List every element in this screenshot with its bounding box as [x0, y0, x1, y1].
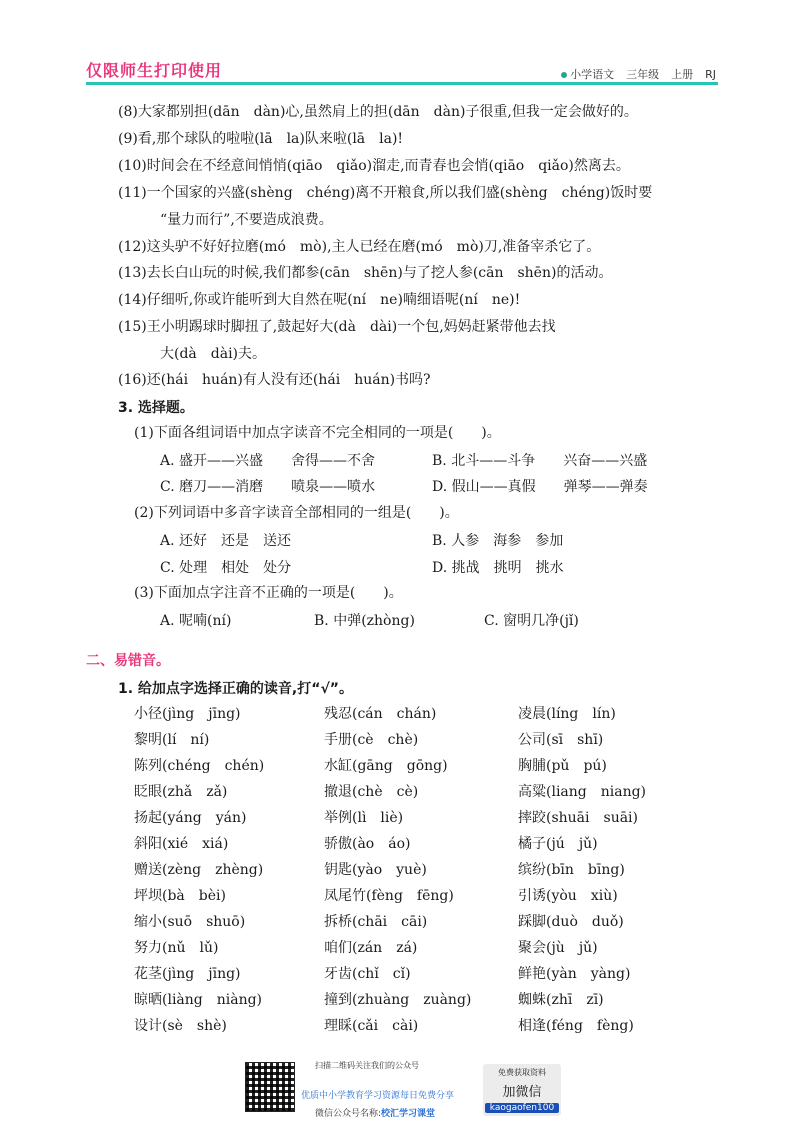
pinyin-item: 蜘蛛(zhī zī) [518, 992, 604, 1008]
badge-top: 免费获取资料 [498, 1068, 546, 1077]
pinyin-item: 踩脚(duò duǒ) [518, 914, 624, 930]
pinyin-item: 缩小(suō shuō) [134, 914, 246, 930]
q3-title: 3. 选择题。 [118, 400, 194, 416]
header-grade: 三年级 [626, 68, 660, 81]
pinyin-item: 撞到(zhuàng zuàng) [324, 992, 472, 1008]
footer [245, 1060, 565, 1118]
line-10: (10)时间会在不经意间悄悄(qiāo qiǎo)溜走,而青春也会悄(qiāo qiǎo)然离去。 [118, 158, 630, 174]
pinyin-item: 斜阳(xié xiá) [134, 836, 229, 852]
pinyin-item: 晾晒(liàng niàng) [134, 992, 263, 1008]
line-9: (9)看,那个球队的啦啦(lā la)队来啦(lā la)! [118, 131, 404, 147]
pinyin-item: 摔跤(shuāi suāi) [518, 810, 638, 826]
q3-s2-opt-b: B. 人参 海参 参加 [432, 533, 564, 549]
pinyin-item: 小径(jìng jīng) [134, 706, 241, 722]
section2-q1: 1. 给加点字选择正确的读音,打“√”。 [118, 681, 353, 697]
pinyin-item: 鲜艳(yàn yàng) [518, 966, 631, 982]
pinyin-item: 凤尾竹(fèng fēng) [324, 888, 454, 904]
line-13: (13)去长白山玩的时候,我们都参(cān shēn)与了挖人参(cān shēn)的活动。 [118, 265, 613, 281]
line-16: (16)还(hái huán)有人没有还(hái huán)书吗? [118, 372, 431, 388]
badge-id: kaogaofen100 [485, 1103, 559, 1113]
q3-s1-opt-a: A. 盛开——兴盛 舍得——不舍 [160, 453, 376, 469]
pinyin-item: 钥匙(yào yuè) [324, 862, 427, 878]
badge-mid: 加微信 [502, 1085, 542, 1100]
pinyin-item: 眨眼(zhǎ zǎ) [134, 784, 228, 800]
q3-s1-opt-d: D. 假山——真假 弹琴——弹奏 [432, 479, 648, 495]
header-left-title: 仅限师生打印使用 [86, 61, 223, 80]
dot-icon [561, 72, 567, 78]
pinyin-item: 橘子(jú jǔ) [518, 836, 598, 852]
pinyin-item: 牙齿(chǐ cǐ) [324, 966, 411, 982]
pinyin-item: 骄傲(ào áo) [324, 836, 411, 852]
header-info [561, 66, 716, 82]
line-8: (8)大家都别担(dān dàn)心,虽然肩上的担(dān dàn)子很重,但我一定会做好的。 [118, 104, 638, 120]
q3-s2-opt-c: C. 处理 相处 处分 [160, 560, 292, 576]
pinyin-item: 凌晨(líng lín) [518, 706, 616, 722]
pinyin-item: 引诱(yòu xiù) [518, 888, 618, 904]
pinyin-item: 扬起(yáng yán) [134, 810, 247, 826]
pinyin-item: 高粱(liang niang) [518, 784, 647, 800]
pinyin-item: 残忍(cán chán) [324, 706, 437, 722]
pinyin-item: 努力(nǔ lǔ) [134, 940, 219, 956]
pinyin-item: 胸脯(pǔ pú) [518, 758, 607, 774]
q3-s1-opt-c: C. 磨刀——消磨 喷泉——喷水 [160, 479, 376, 495]
section2-title: 二、易错音。 [86, 653, 170, 669]
pinyin-item: 坪坝(bà bèi) [134, 888, 226, 904]
pinyin-item: 手册(cè chè) [324, 732, 419, 748]
q3-s1-opt-b: B. 北斗——斗争 兴奋——兴盛 [432, 453, 648, 469]
pinyin-item: 设计(sè shè) [134, 1018, 227, 1034]
q3-s1: (1)下面各组词语中加点字读音不完全相同的一项是( )。 [134, 425, 501, 441]
footer-share: 优质中小学教育学习资源每日免费分享 [301, 1091, 455, 1101]
line-11b: “量力而行”,不要造成浪费。 [160, 212, 333, 228]
q3-s3-opt-a: A. 呢喃(ní) [160, 613, 232, 629]
q3-s2-opt-d: D. 挑战 挑明 挑水 [432, 560, 564, 576]
pinyin-item: 陈列(chéng chén) [134, 758, 265, 774]
line-11a: (11)一个国家的兴盛(shèng chéng)离不开粮食,所以我们盛(shèng chéng)饭时要 [118, 185, 653, 201]
footer-wechat: 微信公众号名称:校汇学习课堂 [315, 1109, 436, 1119]
header-volume: 上册 [671, 68, 694, 81]
line-12: (12)这头驴不好好拉磨(mó mò),主人已经在磨(mó mò)刀,准备宰杀它了。 [118, 239, 601, 255]
pinyin-item: 拆桥(chāi cāi) [324, 914, 428, 930]
pinyin-item: 理睬(cǎi cài) [324, 1018, 419, 1034]
pinyin-item: 赠送(zèng zhèng) [134, 862, 264, 878]
pinyin-item: 缤纷(bīn bīng) [518, 862, 625, 878]
pinyin-item: 花茎(jìng jīng) [134, 966, 241, 982]
pinyin-item: 黎明(lí ní) [134, 732, 210, 748]
q3-s3-opt-c: C. 窗明几净(jǐ) [484, 613, 579, 629]
pinyin-item: 撤退(chè cè) [324, 784, 419, 800]
qr-code-icon [245, 1062, 295, 1112]
q3-s3: (3)下面加点字注音不正确的一项是( )。 [134, 585, 403, 601]
q3-s3-opt-b: B. 中弹(zhòng) [314, 613, 415, 629]
line-15a: (15)王小明踢球时脚扭了,鼓起好大(dà dài)一个包,妈妈赶紧带他去找 [118, 319, 556, 335]
line-15b: 大(dà dài)夫。 [160, 346, 267, 362]
wechat-badge [483, 1064, 561, 1116]
line-14: (14)仔细听,你或许能听到大自然在呢(ní ne)喃细语呢(ní ne)! [118, 292, 521, 308]
pinyin-item: 聚会(jù jǔ) [518, 940, 598, 956]
q3-s2-opt-a: A. 还好 还是 送还 [160, 533, 292, 549]
header-edition: RJ [705, 67, 716, 81]
pinyin-item: 咱们(zán zá) [324, 940, 418, 956]
header-subject: 小学语文 [561, 66, 614, 82]
header-divider [86, 82, 718, 85]
footer-scan: 扫描二维码关注我们的公众号 [315, 1061, 419, 1070]
pinyin-item: 水缸(gāng gōng) [324, 758, 448, 774]
q3-s2: (2)下列词语中多音字读音全部相同的一组是( )。 [134, 505, 459, 521]
pinyin-item: 相逢(féng fèng) [518, 1018, 634, 1034]
pinyin-item: 公司(sī shī) [518, 732, 604, 748]
pinyin-item: 举例(lì liè) [324, 810, 404, 826]
